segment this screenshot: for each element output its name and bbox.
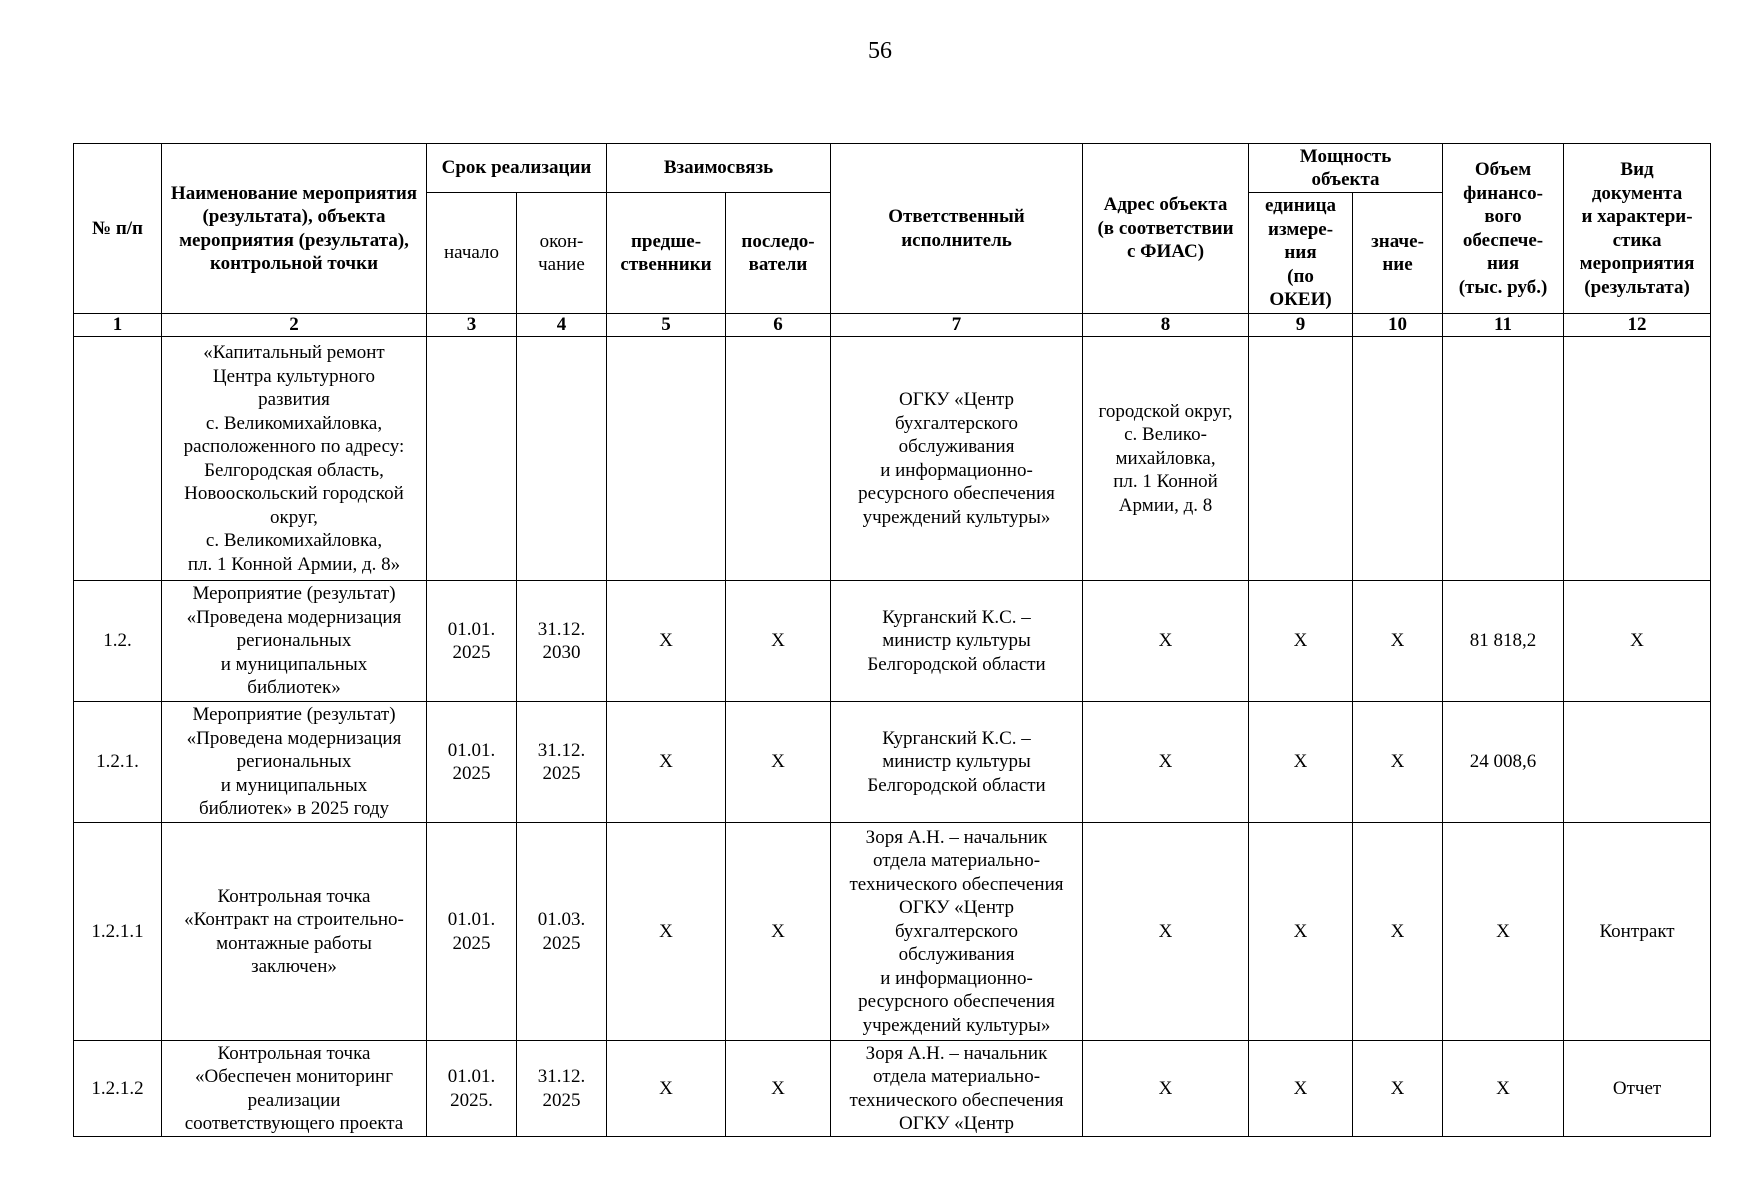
- row-address: Х: [1083, 581, 1249, 702]
- row-start: 01.01. 2025.: [427, 1041, 517, 1137]
- column-number-row: [74, 314, 1711, 337]
- row-doc: [1564, 337, 1711, 581]
- row-doc: Х: [1564, 581, 1711, 702]
- column-number: 7: [831, 314, 1083, 337]
- column-number: 6: [726, 314, 831, 337]
- header-value: значе- ние: [1353, 193, 1443, 314]
- header-end: окон- чание: [517, 193, 607, 314]
- row-num: 1.2.1.: [74, 702, 162, 823]
- row-end: 01.03. 2025: [517, 823, 607, 1041]
- row-predecessors: Х: [607, 823, 726, 1041]
- row-name: Контрольная точка «Обеспечен мониторинг реализации соответствующего проекта: [162, 1041, 427, 1137]
- column-number: 12: [1564, 314, 1711, 337]
- row-successors: Х: [726, 823, 831, 1041]
- header-successors: последо- ватели: [726, 193, 831, 314]
- row-name: «Капитальный ремонт Центра культурного развития с. Великомихайловка, расположенного по адресу: Белгородская область, Новооскольский городской округ, с. Великомихайловка, пл. 1 Конной Армии, д. 8»: [162, 337, 427, 581]
- row-value: [1353, 337, 1443, 581]
- table-body: [74, 337, 1711, 1137]
- row-end: 31.12. 2025: [517, 1041, 607, 1137]
- row-predecessors: Х: [607, 581, 726, 702]
- row-volume: 24 008,6: [1443, 702, 1564, 823]
- row-address: Х: [1083, 823, 1249, 1041]
- row-responsible: ОГКУ «Центр бухгалтерского обслуживания и информационно- ресурсного обеспечения учреждений культуры»: [831, 337, 1083, 581]
- header-doc: Вид документа и характери- стика мероприятия (результата): [1564, 144, 1711, 314]
- row-name: Мероприятие (результат) «Проведена модернизация региональных и муниципальных библиотек»: [162, 581, 427, 702]
- row-responsible: Курганский К.С. – министр культуры Белгородской области: [831, 702, 1083, 823]
- table-row: [74, 337, 1711, 581]
- row-unit: Х: [1249, 1041, 1353, 1137]
- row-responsible: Зоря А.Н. – начальник отдела материально- технического обеспечения ОГКУ «Центр: [831, 1041, 1083, 1137]
- row-predecessors: Х: [607, 702, 726, 823]
- row-predecessors: Х: [607, 1041, 726, 1137]
- row-successors: [726, 337, 831, 581]
- row-start: [427, 337, 517, 581]
- row-start: 01.01. 2025: [427, 581, 517, 702]
- column-number: 10: [1353, 314, 1443, 337]
- header-predecessors: предше- ственники: [607, 193, 726, 314]
- row-doc: Контракт: [1564, 823, 1711, 1041]
- row-successors: Х: [726, 1041, 831, 1137]
- row-end: 31.12. 2030: [517, 581, 607, 702]
- row-name: Контрольная точка «Контракт на строительно- монтажные работы заключен»: [162, 823, 427, 1041]
- table-row: [74, 702, 1711, 823]
- header-responsible: Ответственный исполнитель: [831, 144, 1083, 314]
- column-number: 11: [1443, 314, 1564, 337]
- row-unit: Х: [1249, 823, 1353, 1041]
- row-end: [517, 337, 607, 581]
- row-responsible: Курганский К.С. – министр культуры Белгородской области: [831, 581, 1083, 702]
- row-volume: Х: [1443, 1041, 1564, 1137]
- row-predecessors: [607, 337, 726, 581]
- row-num: 1.2.1.2: [74, 1041, 162, 1137]
- header-capacity: Мощность объекта: [1249, 144, 1443, 193]
- header-unit: единица измере- ния (по ОКЕИ): [1249, 193, 1353, 314]
- row-value: Х: [1353, 823, 1443, 1041]
- row-num: [74, 337, 162, 581]
- page-number: 56: [868, 38, 892, 64]
- column-number: 1: [74, 314, 162, 337]
- row-volume: [1443, 337, 1564, 581]
- column-number: 9: [1249, 314, 1353, 337]
- activity-plan-table: [73, 143, 1711, 1137]
- row-end: 31.12. 2025: [517, 702, 607, 823]
- row-address: Х: [1083, 1041, 1249, 1137]
- row-unit: [1249, 337, 1353, 581]
- row-volume: Х: [1443, 823, 1564, 1041]
- row-address: городской округ, с. Велико- михайловка, пл. 1 Конной Армии, д. 8: [1083, 337, 1249, 581]
- header-name: Наименование мероприятия (результата), объекта мероприятия (результата), контрольной точки: [162, 144, 427, 314]
- column-number: 8: [1083, 314, 1249, 337]
- column-number: 4: [517, 314, 607, 337]
- row-value: Х: [1353, 702, 1443, 823]
- row-responsible: Зоря А.Н. – начальник отдела материально- технического обеспечения ОГКУ «Центр бухгалтерского обслуживания и информационно- ресурсного обеспечения учреждений культуры»: [831, 823, 1083, 1041]
- header-address: Адрес объекта (в соответствии с ФИАС): [1083, 144, 1249, 314]
- row-value: Х: [1353, 581, 1443, 702]
- row-unit: Х: [1249, 581, 1353, 702]
- header-num: № п/п: [74, 144, 162, 314]
- row-start: 01.01. 2025: [427, 823, 517, 1041]
- row-successors: Х: [726, 702, 831, 823]
- header-relation: Взаимосвязь: [607, 144, 831, 193]
- row-volume: 81 818,2: [1443, 581, 1564, 702]
- row-successors: Х: [726, 581, 831, 702]
- row-unit: Х: [1249, 702, 1353, 823]
- row-value: Х: [1353, 1041, 1443, 1137]
- header-period: Срок реализации: [427, 144, 607, 193]
- table-row: [74, 581, 1711, 702]
- table-row: [74, 1041, 1711, 1137]
- row-num: 1.2.1.1: [74, 823, 162, 1041]
- row-start: 01.01. 2025: [427, 702, 517, 823]
- row-doc: [1564, 702, 1711, 823]
- row-name: Мероприятие (результат) «Проведена модернизация региональных и муниципальных библиотек» в 2025 году: [162, 702, 427, 823]
- header-volume: Объем финансо- вого обеспече- ния (тыс. руб.): [1443, 144, 1564, 314]
- row-doc: Отчет: [1564, 1041, 1711, 1137]
- row-address: Х: [1083, 702, 1249, 823]
- table-row: [74, 823, 1711, 1041]
- column-number: 2: [162, 314, 427, 337]
- table-header: [74, 144, 1711, 337]
- column-number: 5: [607, 314, 726, 337]
- header-start: начало: [427, 193, 517, 314]
- row-num: 1.2.: [74, 581, 162, 702]
- column-number: 3: [427, 314, 517, 337]
